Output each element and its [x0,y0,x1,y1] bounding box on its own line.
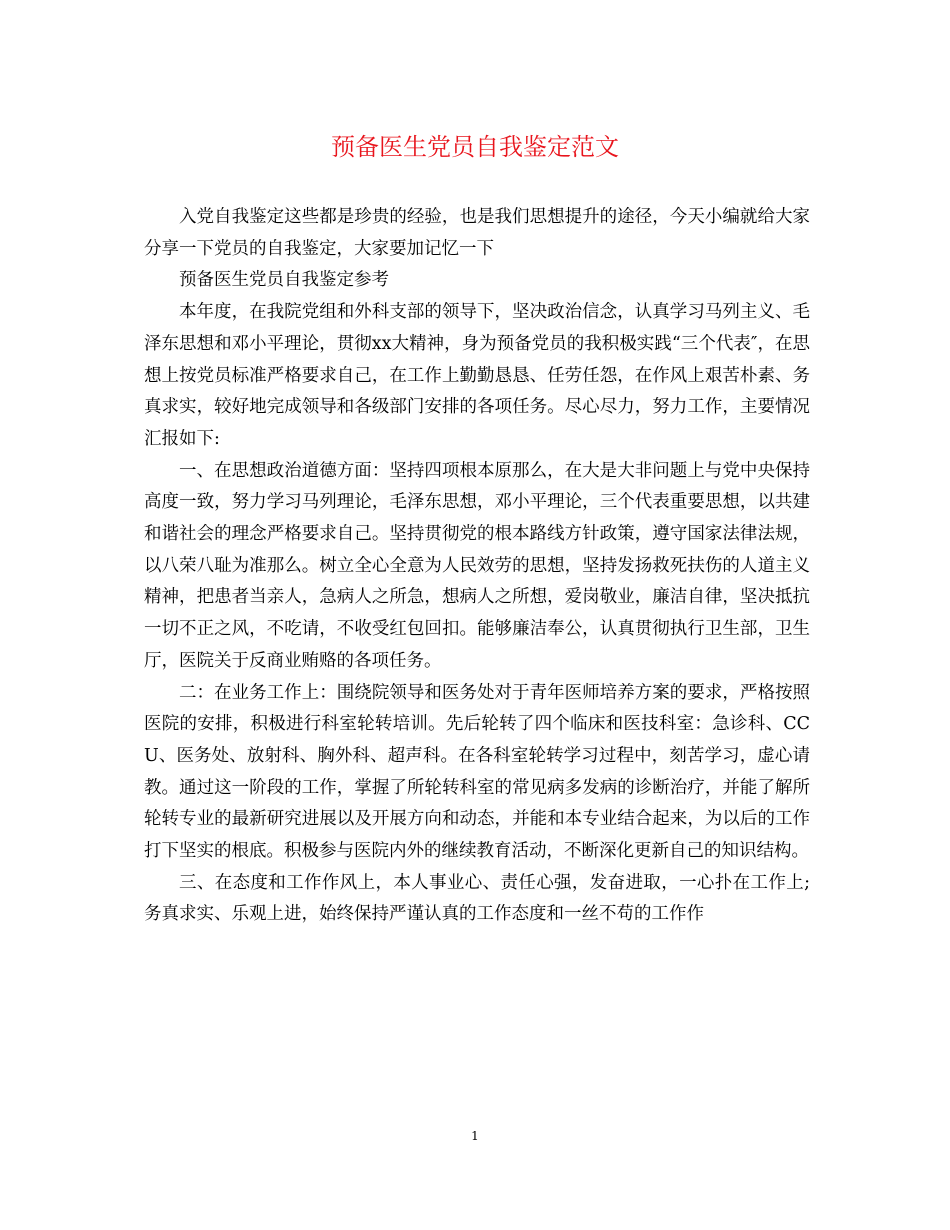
document-title: 预备医生党员自我鉴定范文 [331,133,619,161]
paragraph-professional-work: 二：在业务工作上：围绕院领导和医务处对于青年医师培养方案的要求，严格按照医院的安排，积极进行科室轮转培训。先后轮转了四个临床和医技科室：急诊科、CCU、医务处、放射科、胸外科、超声科。在各科室轮转学习过程中，刻苦学习，虚心请教。通过这一阶段的工作，掌握了所轮转科室的常见病多发病的诊断治疗，并能了解所轮转专业的最新研究进展以及开展方向和动态，并能和本专业结合起来，为以后的工作打下坚实的根底。积极参与医院内外的继续教育活动，不断深化更新自己的知识结构。 [144,682,810,862]
page-number: 1 [471,1129,479,1143]
paragraph-intro: 入党自我鉴定这些都是珍贵的经验，也是我们思想提升的途径，今天小编就给大家分享一下党员的自我鉴定，大家要加记忆一下 [144,207,810,259]
paragraph-subheading: 预备医生党员自我鉴定参考 [179,270,389,291]
paragraph-political-ethics: 一、在思想政治道德方面：坚持四项根本原那么，在大是大非问题上与党中央保持高度一致，努力学习马列理论，毛泽东思想，邓小平理论，三个代表重要思想，以共建和谐社会的理念严格要求自己。坚持贯彻党的根本路线方针政策，遵守国家法律法规，以八荣八耻为准那么。树立全心全意为人民效劳的思想，坚持发扬救死扶伤的人道主义精神，把患者当亲人，急病人之所急，想病人之所想，爱岗敬业，廉洁自律，坚决抵抗一切不正之风，不吃请，不收受红包回扣。能够廉洁奉公，认真贯彻执行卫生部，卫生厅，医院关于反商业贿赂的各项任务。 [144,460,810,671]
document-body [144,202,810,931]
paragraph-work-attitude: 三、在态度和工作作风上，本人事业心、责任心强，发奋进取，一心扑在工作上;务真求实、乐观上进，始终保持严谨认真的工作态度和一丝不苟的工作作 [144,872,810,925]
paragraph-overview: 本年度，在我院党组和外科支部的领导下，坚决政治信念，认真学习马列主义、毛泽东思想和邓小平理论，贯彻xx大精神，身为预备党员的我积极实践“三个代表″，在思想上按党员标准严格要求自己，在工作上勤勤恳恳、任劳任怨，在作风上艰苦朴素、务真求实，较好地完成领导和各级部门安排的各项任务。尽心尽力，努力工作，主要情况汇报如下: [144,302,810,449]
